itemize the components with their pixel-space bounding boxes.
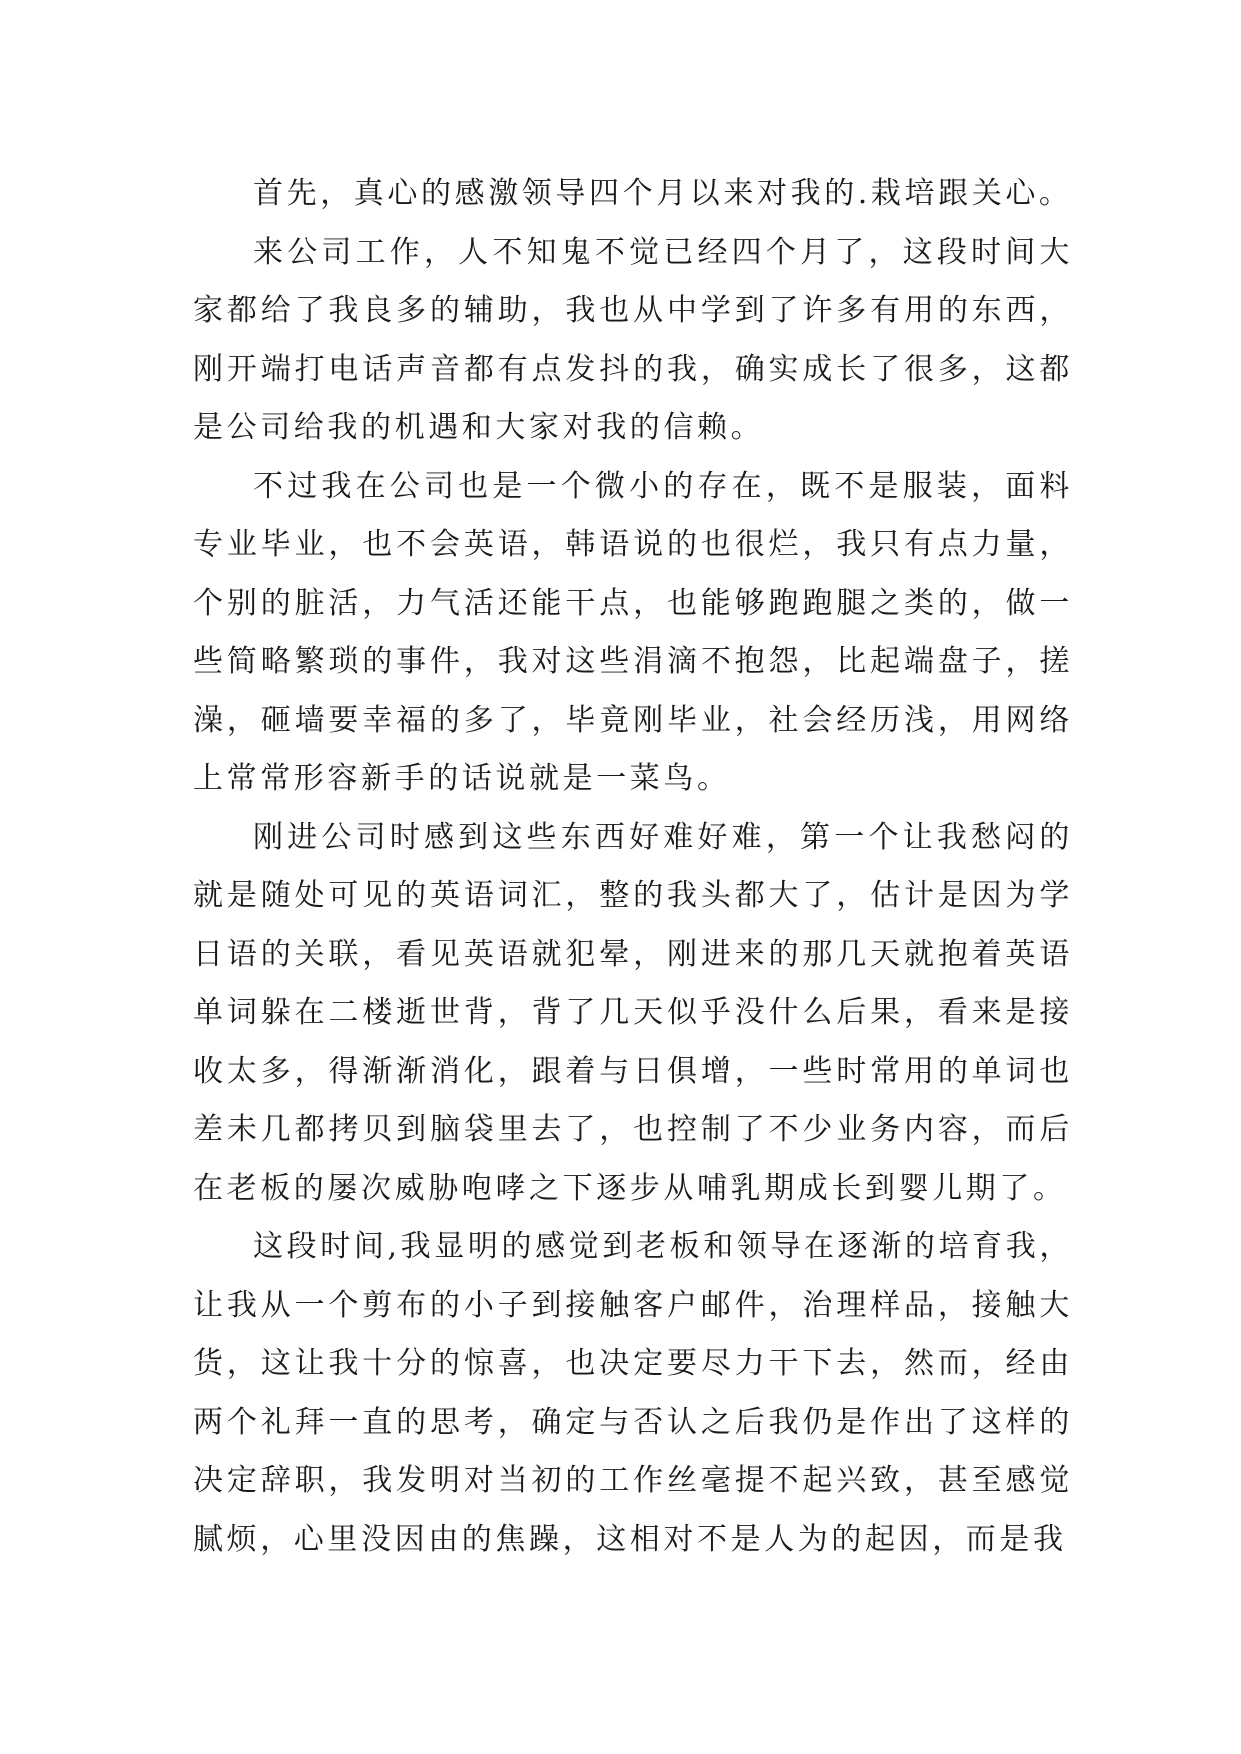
paragraph-5: 这段时间,我显明的感觉到老板和领导在逐渐的培育我，让我从一个剪布的小子到接触客户邮件，治理样品，接触大货，这让我十分的惊喜，也决定要尽力干下去，然而，经由两个礼拜一直的思考，确定与否认之后我仍是作出了这样的决定辞职，我发明对当初的工作丝毫提不起兴致，甚至感觉腻烦，心里没因由的焦躁，这相对不是人为的起因，而是我	[193, 1229, 1073, 1557]
paragraph-1: 首先，真心的感激领导四个月以来对我的.栽培跟关心。	[253, 176, 1073, 211]
paragraph-3: 不过我在公司也是一个微小的存在，既不是服装，面料专业毕业，也不会英语，韩语说的也很烂，我只有点力量，个别的脏活，力气活还能干点，也能够跑跑腿之类的，做一些简略繁琐的事件，我对这些涓滴不抱怨，比起端盘子，搓澡，砸墙要幸福的多了，毕竟刚毕业，社会经历浅，用网络上常常形容新手的话说就是一菜鸟。	[193, 468, 1073, 796]
document-body	[193, 165, 1073, 1569]
paragraph-4: 刚进公司时感到这些东西好难好难，第一个让我愁闷的就是随处可见的英语词汇，整的我头都大了，估计是因为学日语的关联，看见英语就犯晕，刚进来的那几天就抱着英语单词躲在二楼逝世背，背了几天似乎没什么后果，看来是接收太多，得渐渐消化，跟着与日俱增，一些时常用的单词也差未几都拷贝到脑袋里去了，也控制了不少业务内容，而后在老板的屡次威胁咆哮之下逐步从哺乳期成长到婴儿期了。	[193, 819, 1073, 1206]
paragraph-2: 来公司工作，人不知鬼不觉已经四个月了，这段时间大家都给了我良多的辅助，我也从中学到了许多有用的东西，刚开端打电话声音都有点发抖的我，确实成长了很多，这都是公司给我的机遇和大家对我的信赖。	[193, 234, 1073, 445]
